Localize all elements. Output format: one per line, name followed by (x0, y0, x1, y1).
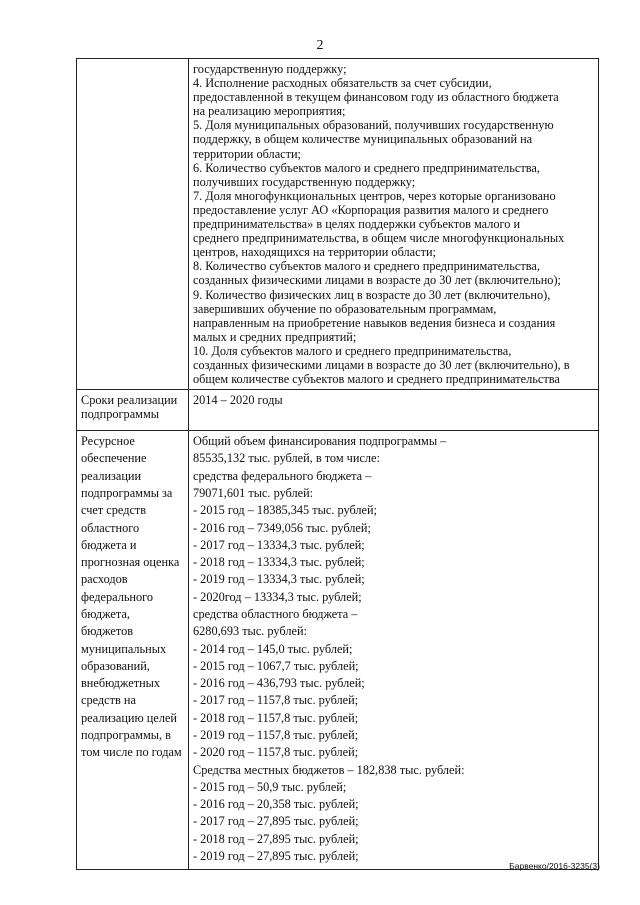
indicator-line: 10. Доля субъектов малого и среднего предпринимательства, (193, 343, 512, 358)
resources-label-line: бюджета, (81, 606, 130, 621)
funding-line: - 2016 год – 436,793 тыс. рублей; (193, 676, 365, 691)
indicator-line: предоставленной в текущем финансовом году из областного бюджета (193, 90, 559, 105)
funding-line: - 2019 год – 13334,3 тыс. рублей; (193, 572, 365, 587)
resources-label-cell (77, 431, 189, 870)
indicator-line: направленным на приобретение навыков ведения бизнеса и создания (193, 315, 556, 330)
resources-label-line: бюджетов (81, 624, 134, 639)
funding-line: средства областного бюджета – (193, 606, 358, 621)
funding-line: Средства местных бюджетов – 182,838 тыс. рублей: (193, 762, 465, 777)
indicator-line: 9. Количество физических лиц в возрасте до 30 лет (включительно), (193, 287, 551, 302)
indicator-line: на реализацию мероприятия; (193, 104, 346, 119)
indicator-line: поддержку, в общем количестве муниципальных образований на (193, 132, 533, 147)
term-label-line: Сроки реализации (81, 393, 178, 408)
indicator-line: созданных физическими лицами в возрасте до 30 лет (включительно), в (193, 357, 570, 372)
resources-label-line: бюджета и (81, 537, 137, 552)
funding-line: - 2016 год – 20,358 тыс. рублей; (193, 797, 359, 812)
indicator-line: территории области; (193, 146, 301, 161)
funding-line: - 2017 год – 1157,8 тыс. рублей; (193, 693, 359, 708)
resources-label-line: муниципальных (81, 641, 167, 656)
funding-line: - 2014 год – 145,0 тыс. рублей; (193, 641, 353, 656)
indicators-label-cell (77, 59, 189, 390)
resources-label-line: федерального (81, 589, 154, 604)
resources-label-line: средств на (81, 693, 136, 708)
resources-label-line: прогнозная оценка (81, 555, 180, 570)
funding-line: - 2019 год – 1157,8 тыс. рублей; (193, 727, 359, 742)
resources-value-cell (189, 431, 599, 870)
resources-label-line: Ресурсное (81, 434, 135, 449)
indicator-line: общем количестве субъектов малого и среднего предпринимательства (193, 372, 560, 387)
funding-line: - 2020 год – 1157,8 тыс. рублей; (193, 745, 359, 760)
funding-line: - 2018 год – 13334,3 тыс. рублей; (193, 555, 365, 570)
funding-line: - 2015 год – 18385,345 тыс. рублей; (193, 503, 378, 518)
funding-line: - 2015 год – 50,9 тыс. рублей; (193, 779, 347, 794)
resources-label-line: расходов (81, 572, 128, 587)
term-label-cell (77, 390, 189, 431)
resources-label-line: подпрограммы за (81, 486, 173, 500)
indicator-line: 6. Количество субъектов малого и среднего предпринимательства, (193, 160, 540, 175)
indicator-line: предпринимательства» в целях поддержки субъектов малого и (193, 217, 521, 232)
funding-line: - 2017 год – 27,895 тыс. рублей; (193, 814, 359, 829)
term-value-cell (189, 390, 599, 431)
resources-label-line: обеспечение (81, 451, 147, 466)
funding-line: - 2019 год – 27,895 тыс. рублей; (193, 848, 359, 863)
indicator-line: предоставление услуг АО «Корпорация развития малого и среднего (193, 202, 549, 217)
term-value: 2014 – 2020 годы (193, 393, 283, 408)
funding-line: - 2015 год – 1067,7 тыс. рублей; (193, 658, 359, 673)
indicator-line: 5. Доля муниципальных образований, получивших государственную (193, 118, 554, 133)
indicators-value-cell (189, 59, 599, 390)
indicator-line: 4. Исполнение расходных обязательств за счет субсидии, (193, 76, 492, 91)
indicator-line: малых и средних предприятий; (193, 329, 357, 344)
resources-label-line: реализации (81, 468, 142, 483)
indicator-line: центров, находящихся на территории области; (193, 245, 436, 260)
indicator-line: 8. Количество субъектов малого и среднего предпринимательства, (193, 259, 540, 274)
funding-line: - 2016 год – 7349,056 тыс. рублей; (193, 520, 371, 535)
funding-line: 85535,132 тыс. рублей, в том числе: (193, 451, 380, 466)
resources-label-line: счет средств (81, 503, 147, 518)
funding-line: Общий объем финансирования подпрограммы – (193, 434, 447, 449)
resources-row (77, 431, 599, 870)
indicator-line: созданных физическими лицами в возрасте до 30 лет (включительно); (193, 273, 561, 288)
document-footer-code: Барвенко/2016-3235(3) (509, 861, 600, 871)
funding-line: 79071,601 тыс. рублей: (193, 486, 314, 500)
funding-line: - 2017 год – 13334,3 тыс. рублей; (193, 537, 365, 552)
resources-label-line: образований, (81, 658, 150, 673)
indicator-line: получивших государственную поддержку; (193, 174, 416, 189)
term-row (77, 390, 599, 431)
indicator-line: завершивших обучение по образовательным программам, (193, 301, 497, 316)
resources-label-line: том числе по годам (81, 745, 182, 760)
funding-line: - 2020год – 13334,3 тыс. рублей; (193, 589, 362, 604)
funding-line: - 2018 год – 1157,8 тыс. рублей; (193, 710, 359, 725)
indicator-line: 7. Доля многофункциональных центров, через которые организовано (193, 188, 556, 203)
indicator-line: среднего предпринимательства, в общем числе многофункциональных (193, 231, 565, 246)
funding-line: - 2018 год – 27,895 тыс. рублей; (193, 831, 359, 846)
resources-label-line: внебюджетных (81, 676, 161, 691)
resources-label-line: областного (81, 520, 140, 535)
passport-table (76, 58, 599, 870)
funding-line: средства федерального бюджета – (193, 468, 372, 483)
term-label-line: подпрограммы (81, 407, 159, 422)
indicators-row (77, 59, 599, 390)
funding-line: 6280,693 тыс. рублей: (193, 624, 307, 639)
resources-label-line: реализацию целей (81, 710, 177, 725)
resources-label-line: подпрограммы, в (81, 727, 171, 742)
indicator-line: государственную поддержку; (193, 62, 347, 76)
page-number: 2 (316, 38, 324, 53)
